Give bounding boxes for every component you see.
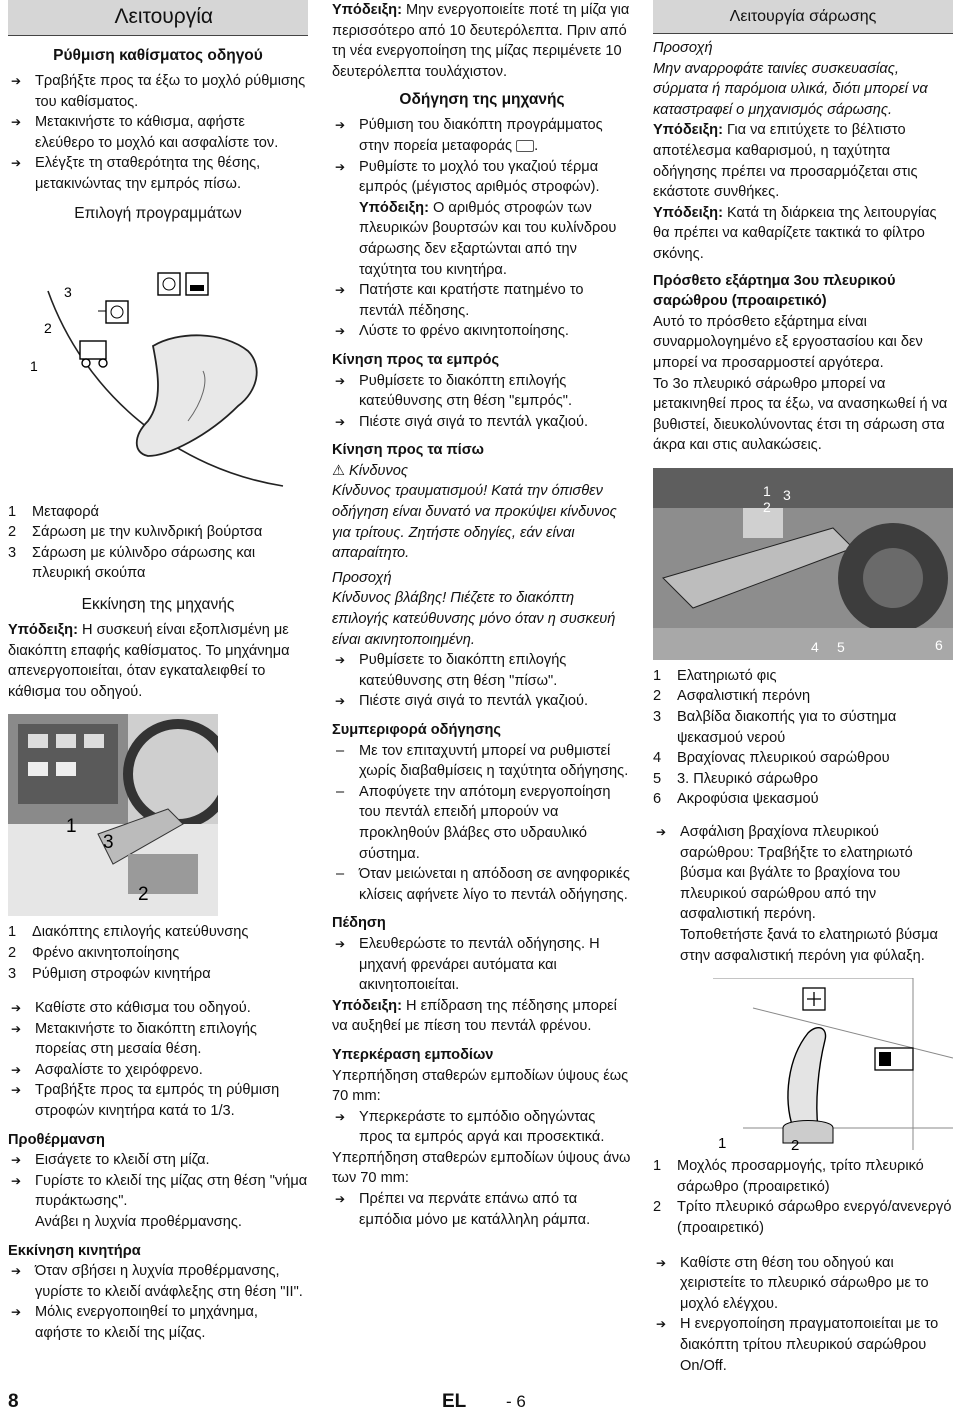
list-item: ➔ Γυρίστε το κλειδί της μίζας στη θέση "νήμα πυράκτωσης". (11, 1172, 308, 1210)
list-item: ➔ Ελέγξτε τη σταθερότητα της θέσης, μετακινώντας την εμπρός πίσω. (11, 155, 261, 192)
list-item: ➔ Καθίστε στο κάθισμα του οδηγού. (8, 998, 308, 1019)
language-code: EL (442, 1391, 467, 1412)
photo-callout: 5 (837, 638, 845, 655)
fan-icon-2 (158, 273, 180, 295)
lever-drawing-svg (653, 978, 953, 1150)
caution-label: Προσοχή (653, 40, 713, 56)
list-item: ➔ Μόλις ενεργοποιηθεί το μηχάνημα, αφήστε το κλειδί της μίζας. (11, 1304, 258, 1341)
legend-item: 4 Βραχίονας πλευρικού σαρώθρου (653, 750, 890, 767)
legend-item: 1 Διακόπτης επιλογής κατεύθυνσης (8, 924, 249, 941)
drawing-callout: 2 (791, 1137, 800, 1151)
arrow-right-icon: ➔ (11, 115, 22, 130)
caution-label: Προσοχή (332, 569, 392, 586)
arrow-right-icon: ➔ (11, 74, 22, 88)
transport-icon (80, 341, 107, 367)
list-item: ➔ Ελευθερώστε το πεντάλ οδήγησης. Η μηχανή φρενάρει αυτόματα και ακινητοποιείται. (335, 935, 600, 994)
list-item: ➔ Η ενεργοποίηση πραγματοποιείται με το διακόπτη τρίτου πλευρικού σαρώθρου On/Off. (656, 1316, 939, 1374)
photo-callout: 3 (103, 832, 114, 854)
list-item: ➔ Ασφαλίστε το χειρόφρενο. (8, 1060, 308, 1081)
seat-steps (8, 71, 308, 195)
program-title: Επιλογή προγραμμάτων (74, 204, 242, 222)
arrow-right-icon: ➔ (335, 1109, 346, 1124)
legend-item: 3 Σάρωση με κύλινδρο σάρωσης και πλευρική σκούπα (8, 544, 256, 582)
list-item: ➔ Λύστε το φρένο ακινητοποίησης. (332, 321, 632, 342)
caution-text: Κίνδυνος βλάβης! Πιέζετε το διακόπτη επιλογής κατεύθυνσης μόνο όταν η συσκευή είναι ακινητοποιημένη. (332, 590, 616, 648)
danger-heading: ⚠ Κίνδυνος (332, 462, 408, 479)
cockpit-photo (8, 714, 308, 916)
arrow-right-icon: ➔ (11, 1001, 22, 1016)
arrow-right-icon: ➔ (335, 936, 346, 951)
drive-title: Οδήγηση της μηχανής (399, 91, 565, 109)
note: Υπόδειξη: Για να επιτύχετε το βέλτιστο αποτέλεσμα καθαρισμού, η ταχύτητα οδήγησης πρέπει να προσαρμόζεται στις εκάστοτε συνθήκες. (653, 122, 918, 201)
extra-paragraph: Το 3ο πλευρικό σάρωθρο μπορεί να μετακινηθεί προς τα έξω, να ανασηκωθεί ή να βυθιστεί, διευκολύνοντας έτσι τη σάρωση στα άκρα και στις αυλακώσεις. (653, 375, 948, 454)
arrow-right-icon: ➔ (11, 1153, 22, 1168)
lever-legend (653, 1156, 953, 1238)
arrow-right-icon: ➔ (11, 156, 22, 171)
extra-paragraph: Αυτό το πρόσθετο εξάρτημα είναι συναρμολογημένο εξ εργοστασίου και δεν μπορεί να προσαρμοστεί αργότερα. (653, 313, 923, 371)
photo-legend (8, 922, 308, 984)
arrow-right-icon: ➔ (11, 1305, 22, 1320)
brake-title: Πέδηση (332, 915, 386, 932)
legend-item: 1 Ελατηριωτό φις (653, 667, 777, 684)
list-item: ➔ Υπερκεράστε το εμπόδιο οδηγώντας προς τα εμπρός αργά και προσεκτικά. (335, 1108, 605, 1146)
arrow-right-icon: ➔ (11, 1264, 22, 1279)
list-item: ➔ Καθίστε στη θέση του οδηγού και χειριστείτε το πλευρικό σάρωθρο με το μοχλό ελέγχου. (656, 1254, 929, 1312)
extra-title: Πρόσθετο εξάρτημα 3ου πλευρικού σαρώθρου (προαιρετικό) (653, 272, 896, 310)
legend-item: 6 Ακροφύσια ψεκασμού (653, 791, 819, 808)
program-legend (8, 502, 308, 584)
list-item: ➔ Πρέπει να περνάτε επάνω από τα εμπόδια μόνο με κατάλληλη ράμπα. (335, 1191, 591, 1228)
photo-callout: 4 (811, 638, 819, 655)
fan-icon (106, 301, 128, 323)
legend-item: 2 Ασφαλιστική περόνη (653, 688, 811, 705)
warning-triangle-icon: ⚠ (332, 462, 345, 479)
photo-callout: 1 (763, 482, 771, 499)
list-item: – Όταν μειώνεται η απόδοση σε ανηφορικές κλίσεις αφήνετε λίγο το πεντάλ οδήγησης. (336, 866, 630, 903)
list-item: – Με τον επιταχυντή μπορεί να ρυθμιστεί χωρίς διαβαθμίσεις η ταχύτητα οδήγησης. (336, 742, 629, 780)
brush-icon (186, 273, 208, 295)
list-item: ➔ Πατήστε και κρατήστε πατημένο το πεντάλ πέδησης. (335, 282, 584, 319)
arrow-right-icon: ➔ (11, 1021, 22, 1036)
list-item: ➔ Πιέστε σιγά σιγά το πεντάλ γκαζιού. (332, 412, 632, 433)
arrow-right-icon: ➔ (656, 1255, 667, 1270)
list-item: ➔ Τραβήξτε προς τα έξω το μοχλό ρύθμισης του καθίσματος. (11, 73, 306, 110)
legend-item: 5 3. Πλευρικό σάρωθρο (653, 770, 819, 787)
list-item: ➔ Πιέστε σιγά σιγά το πεντάλ γκαζιού. (332, 691, 632, 712)
preheat-title: Προθέρμανση (8, 1131, 105, 1148)
list-item: ➔ Όταν σβήσει η λυχνία προθέρμανσης, γυρίστε το κλειδί ανάφλεξης στη θέση "ΙΙ". (11, 1263, 303, 1300)
list-item: ➔ Ρυθμίσετε το διακόπτη επιλογής κατεύθυνσης στη θέση "πίσω". (335, 652, 567, 689)
note: Υπόδειξη: Κατά τη διάρκεια της λειτουργίας θα πρέπει να καθαρίζετε τακτικά το φίλτρο σκόνης. (653, 204, 937, 262)
legend-item: 2 Σάρωση με την κυλινδρική βούρτσα (8, 524, 263, 541)
list-item: ➔ Μετακινήστε το διακόπτη επιλογής πορείας στη μεσαία θέση. (11, 1020, 257, 1058)
obstacle-text: Υπερπήδηση σταθερών εμποδίων ύψους άνω των 70 mm: (332, 1149, 631, 1187)
arrow-right-icon: ➔ (656, 825, 667, 840)
section-header: Λειτουργία (8, 0, 308, 36)
arrow-right-icon: ➔ (335, 1192, 346, 1207)
column-2 (332, 0, 632, 1230)
arrow-right-icon: ➔ (335, 414, 346, 429)
list-item: ➔ Τραβήξτε προς τα εμπρός τη ρύθμιση στροφών κινητήρα κατά το 1/3. (11, 1082, 280, 1120)
start-steps (8, 998, 308, 1122)
sub-page-number: - 6 (506, 1392, 526, 1411)
caution-text: Μην αναρροφάτε ταινίες συσκευασίας, σύρματα ή παρόμοια υλικά, διότι μπορεί να καταστραφεί ο μηχανισμός σάρωσης. (653, 60, 928, 118)
legend-item: 1 Μεταφορά (8, 503, 99, 520)
photo-callout: 3 (783, 486, 791, 503)
joystick-lever (788, 1028, 826, 1128)
arrow-right-icon: ➔ (335, 373, 346, 388)
arrow-right-icon: ➔ (335, 653, 346, 668)
program-dial-figure (8, 231, 308, 496)
danger-text: Κίνδυνος τραυματισμού! Κατά την όπισθεν οδήγηση είναι δυνατό να προκύψει κίνδυνος για τρίτους. Ζητήστε οδηγίες, εάν είναι απαραίτητο. (332, 483, 617, 562)
photo-callout: 2 (763, 498, 771, 515)
transport-icon (516, 140, 534, 152)
brake-note: Υπόδειξη: Η επίδραση της πέδησης μπορεί να αυξηθεί με πίεση του πεντάλ φρένου. (332, 997, 617, 1035)
obstacle-text: Υπερπήδηση σταθερών εμποδίων ύψους έως 70 mm: (332, 1067, 629, 1105)
arrow-right-icon: ➔ (656, 1317, 667, 1332)
legend-item: 2 Φρένο ακινητοποίησης (8, 944, 180, 961)
arrow-right-icon: ➔ (11, 1173, 22, 1188)
list-item: ➔ Ρύθμιση του διακόπτη προγράμματος στην πορεία μεταφοράς . (335, 117, 603, 154)
legend-item: 1 Μοχλός προσαρμογής, τρίτο πλευρικό σάρωθρο (προαιρετικό) (653, 1158, 924, 1195)
drive-note: Υπόδειξη: Ο αριθμός στροφών των πλευρικών βουρτσών και του κυλίνδρου σάρωσης δεν εξαρτώνται από την ταχύτητα του κινητήρα. (359, 199, 617, 278)
brush-legend (653, 666, 953, 810)
list-item: ➔ Εισάγετε το κλειδί στη μίζα. (8, 1150, 308, 1171)
page-number: 8 (8, 1391, 19, 1412)
arrow-right-icon: ➔ (11, 1083, 22, 1098)
arrow-right-icon: ➔ (11, 1062, 22, 1077)
list-item: ➔ Ρυθμίστε το μοχλό του γκαζιού τέρμα εμπρός (μέγιστος αριθμός στροφών). (335, 158, 600, 196)
legend-item: 3 Ρύθμιση στροφών κινητήρα (8, 965, 211, 982)
lever-drawing (653, 978, 953, 1150)
arrow-right-icon: ➔ (335, 283, 346, 298)
back-title: Κίνηση προς τα πίσω (332, 442, 485, 459)
side-brush-photo (653, 468, 953, 660)
engine-start-title: Εκκίνηση κινητήρα (8, 1242, 141, 1259)
dial-callout: 2 (44, 319, 52, 336)
program-dial-drawing (8, 231, 308, 496)
arrow-right-icon: ➔ (335, 159, 346, 174)
photo-callout: 6 (935, 636, 943, 653)
secure-after: Τοποθετήστε ξανά το ελατηριωτό βύσμα στην ασφαλιστική περόνη για φύλαξη. (680, 927, 938, 964)
column-1 (8, 0, 308, 1344)
preheat-after: Ανάβει η λυχνία προθέρμανσης. (35, 1214, 242, 1231)
list-item: – Αποφύγετε την απότομη ενεργοποίηση του πεντάλ επειδή μπορούν να προκληθούν βλάβες στο υδραυλικό σύστημα. (336, 783, 611, 862)
column-3 (653, 0, 953, 1376)
starter-note: Υπόδειξη: Μην ενεργοποιείτε ποτέ τη μίζα για περισσότερο από 10 δευτερόλεπτα. Πριν από τη νέα ενεργοποίηση της μίζας περιμένετε 10 δευτερόλεπτα τουλάχιστον. (332, 2, 630, 80)
dial-callout: 3 (64, 283, 72, 300)
photo-callout: 2 (138, 884, 149, 906)
list-item: ➔ Ρυθμίσετε το διακόπτη επιλογής κατεύθυνσης στη θέση "εμπρός". (335, 372, 573, 410)
behavior-title: Συμπεριφορά οδήγησης (332, 722, 501, 738)
cockpit-photo-drawing (8, 714, 218, 916)
photo-callout: 1 (66, 816, 77, 838)
section-header: Λειτουργία σάρωσης (653, 0, 953, 34)
side-brush-photo-drawing (653, 468, 953, 660)
start-title: Εκκίνηση της μηχανής (81, 595, 235, 613)
start-note: Υπόδειξη: Η συσκευή είναι εξοπλισμένη με διακόπτη επαφής καθίσματος. Το μηχάνημα απενεργοποιείται, όταν εγκαταλειφθεί το κάθισμα του οδηγού. (8, 621, 290, 700)
arrow-right-icon: ➔ (335, 694, 346, 709)
legend-item: 2 Τρίτο πλευρικό σάρωθρο ενεργό/ανενεργό (προαιρετικό) (653, 1199, 952, 1236)
forward-title: Κίνηση προς τα εμπρός (332, 351, 500, 368)
dial-callout: 1 (30, 357, 38, 374)
list-item: ➔ Ασφάλιση βραχίονα πλευρικού σαρώθρου: Τραβήξτε το ελατηριωτό βύσμα και βγάλτε το βραχίονα του πλευρικού σαρώθρου από την ασφαλιστική περόνη. (656, 824, 913, 923)
list-item: ➔ Μετακινήστε το κάθισμα, αφήστε ελεύθερο το μοχλό και ασφαλίστε τον. (11, 114, 279, 151)
obstacle-title: Υπερκέραση εμποδίων (332, 1046, 494, 1063)
arrow-right-icon: ➔ (335, 118, 346, 133)
legend-item: 3 Βαλβίδα διακοπής για το σύστημα ψεκασμού νερού (653, 709, 897, 746)
seat-title: Ρύθμιση καθίσματος οδηγού (53, 47, 263, 64)
arrow-right-icon: ➔ (335, 324, 346, 339)
drawing-callout: 1 (718, 1135, 727, 1151)
